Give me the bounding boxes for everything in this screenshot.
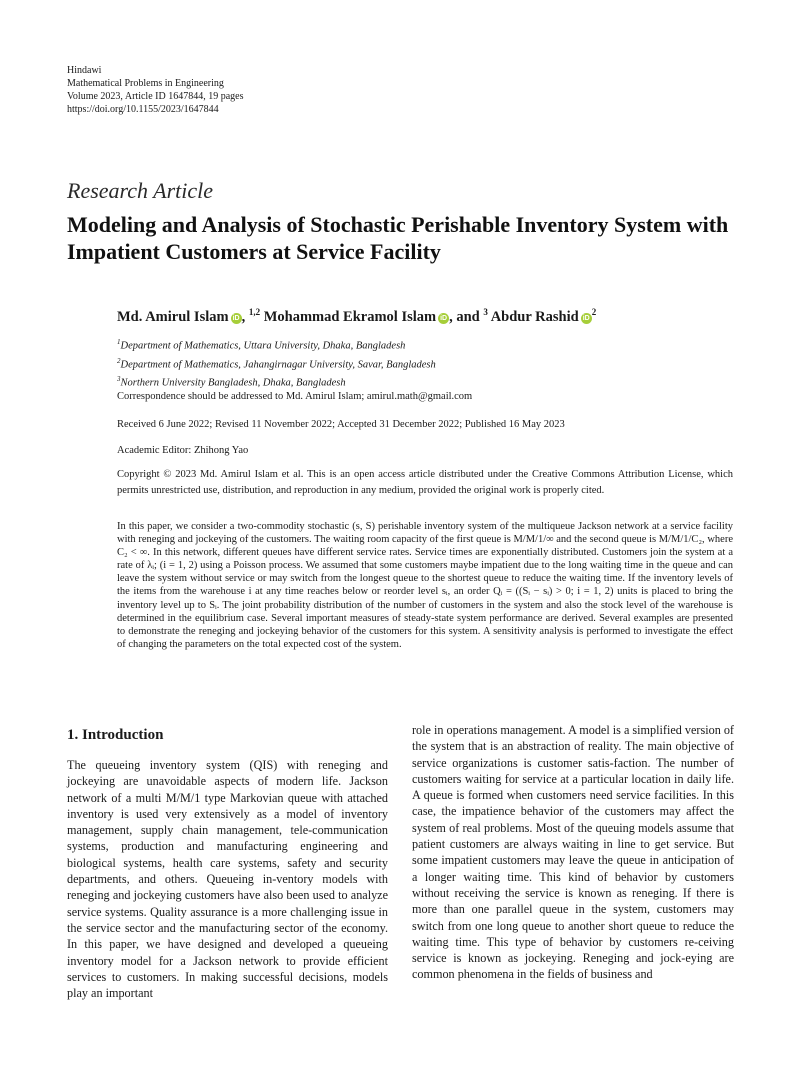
affiliation-number: 1: [117, 338, 121, 346]
affiliation-list: [117, 335, 436, 391]
publisher-name: Hindawi: [67, 65, 102, 76]
article-type: Research Article: [67, 178, 214, 203]
doi-link[interactable]: https://doi.org/10.1155/2023/1647844: [67, 104, 219, 115]
orcid-icon[interactable]: iD: [440, 314, 448, 322]
affiliation-number: 2: [117, 356, 121, 365]
affiliation: [117, 354, 436, 373]
academic-editor: Academic Editor: Zhihong Yao: [117, 445, 249, 456]
author-affil-ref: 2: [591, 307, 597, 317]
author-name: Md. Amirul Islam: [117, 308, 229, 325]
correspondence: Correspondence should be addressed to Md. Amirul Islam; amirul.math@gmail.com: [117, 391, 473, 402]
paper-title: Modeling and Analysis of Stochastic Perishable Inventory System with Impatient Customers at Service Facility: [67, 212, 729, 264]
author-affil-ref: 3: [483, 307, 488, 317]
publication-dates: Received 6 June 2022; Revised 11 November 2022; Accepted 31 December 2022; Published 16 May 2023: [117, 419, 565, 430]
journal-header: [67, 64, 243, 116]
author-name: Mohammad Ekramol Islam: [263, 308, 437, 325]
volume-info: Volume 2023, Article ID 1647844, 19 pages: [67, 91, 244, 102]
author-name: Abdur Rashid: [490, 308, 579, 325]
body-column-right: role in operations management. A model is a simplified version of the system that is an abstraction of reality. The main objective of service organizations is customer satis-faction. The number of customers waiting for service at a particular location in daily life. A queue is formed when customers need service facilities. In this case, the impatience behavior of the customers may affect the system of real problems. Most of the queuing models assume that patient customers are always waiting in line to get service. But some impatient customers may leave the queue in anticipation of a longer waiting time. This kind of behavior by customers without receiving the service is known as reneging. If there is more than one parallel queue in the system, customers may switch from one long queue to another short queue to reduce the waiting time. This type of behavior by customers re-ceiving service is known as jockeying. Reneging and jock-eying are common phenomena in the fields of business and: [412, 723, 734, 982]
affiliation-text: Department of Mathematics, Uttara University, Dhaka, Bangladesh: [120, 340, 406, 352]
affiliation-text: Department of Mathematics, Jahangirnagar University, Savar, Bangladesh: [120, 359, 436, 370]
author-separator: ,: [241, 308, 249, 325]
section-heading: 1. Introduction: [67, 727, 164, 743]
affiliation-text: Northern University Bangladesh, Dhaka, Bangladesh: [120, 377, 346, 389]
affiliation: [117, 335, 436, 354]
orcid-icon[interactable]: iD: [582, 314, 590, 322]
author-list: [117, 307, 596, 326]
orcid-icon[interactable]: iD: [232, 314, 240, 322]
journal-name: Mathematical Problems in Engineering: [67, 78, 224, 89]
abstract: In this paper, we consider a two-commodity stochastic (s, S) perishable inventory system of the multiqueue Jackson network at a service facility with reneging and jockeying of the customers. The waiting room capacity of the first queue is M/M/1/∞ and the second queue is M/M/1/C₂, where C₂ < ∞. In this network, different queues have different service rates. Service times are exponentially distributed. Customers join the system at a rate of λᵢ; (i = 1, 2) using a Poisson process. We assumed that some customers maybe impatient due to the long waiting time in the queue and can leave the system without service or may switch from the longest queue to the shortest queue to reduce the waiting time. If the inventory levels of the items from the warehouse i at any time reaches below or reorder level sᵢ, an order Qᵢ = ((Sᵢ − sᵢ) > 0; i = 1, 2) units is placed to bring the inventory level up to Sᵢ. The joint probability distribution of the number of customers in the system and also the stock level of the warehouse is determined in the equilibrium case. Several important measures of steady-state system performance are derived. Several examples are presented to demonstrate the reneging and jockeying behavior of the customers for this system. A sensitivity analysis is performed to investigate the effect of changing the parameters on the total expected cost of the system.: [117, 521, 733, 650]
affiliation-number: 3: [117, 375, 121, 383]
body-column-left: The queueing inventory system (QIS) with reneging and jockeying are unavoidable aspects of modern life. Jackson network of a multi M/M/1 type Markovian queue with attached inventory is used very extensively as a model of inventory management, supply chain management, tele-communication systems, production and manufacturing engineering and biological systems, health care systems, safety and security departments, and others. Queueing in-ventory models with reneging and jockeying customers have also been used to analyze service systems. Quality assurance is a more challenging issue in the service sector and the manufacturing sector of the economy. In this paper, we have designed and developed a queueing inventory model for a Jackson network to provide efficient services to customers. In making successful decisions, models play an important: [67, 758, 388, 1001]
copyright-notice: Copyright © 2023 Md. Amirul Islam et al. This is an open access article distributed under the Creative Commons Attribution License, which permits unrestricted use, distribution, and reproduction in any medium, provided the original work is properly cited.: [117, 469, 733, 496]
author-separator: , and: [449, 308, 484, 325]
affiliation: [117, 372, 436, 391]
author-affil-ref: 1,2: [248, 307, 261, 317]
